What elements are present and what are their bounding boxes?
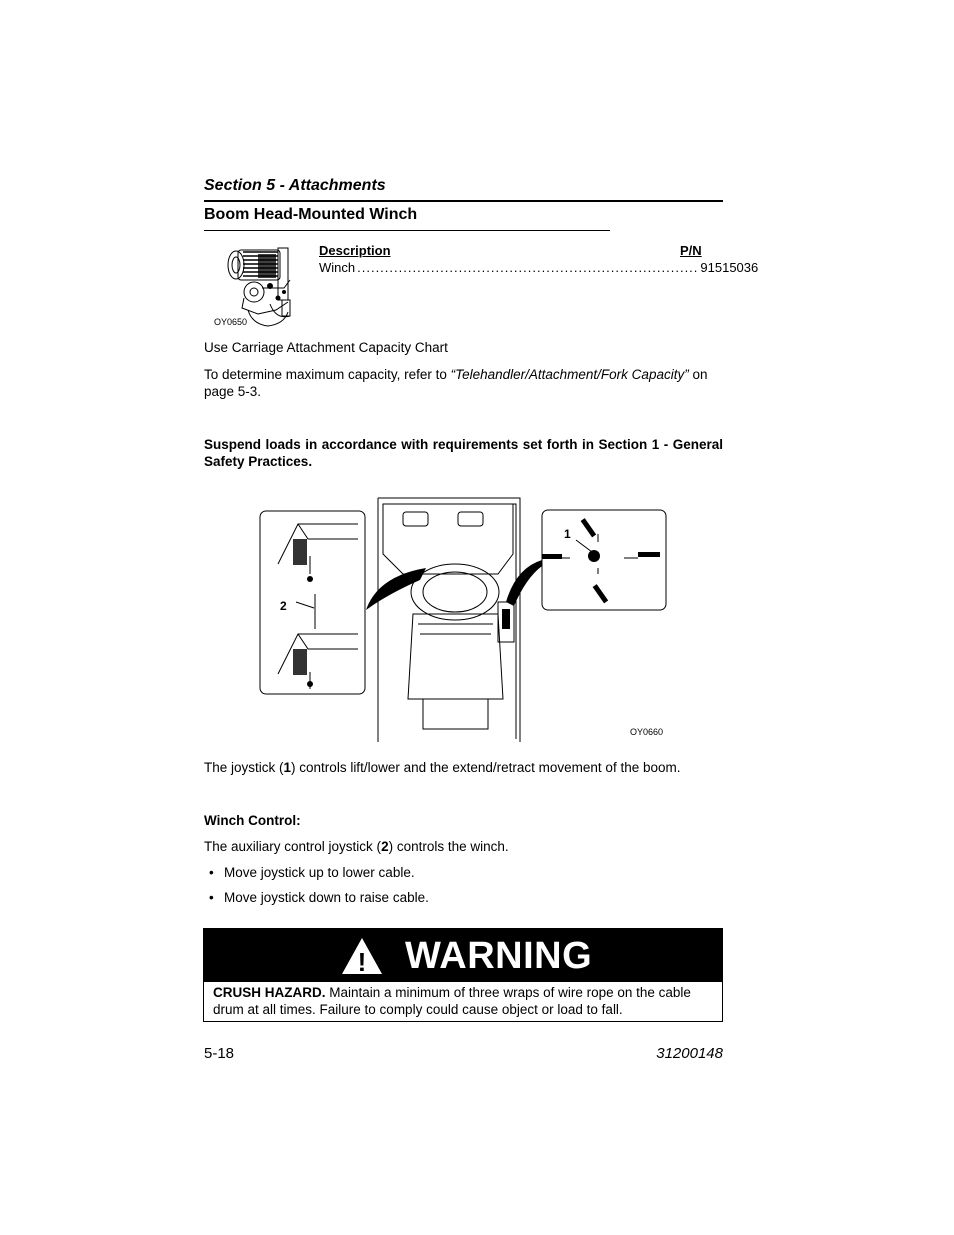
joystick-text-b: ) controls lift/lower and the extend/retract movement of the boom. [291,760,681,775]
aux-text-a: The auxiliary control joystick ( [204,839,382,854]
table-header-description: Description [319,243,391,258]
section-title: Section 5 - Attachments [204,177,386,194]
reference-page: on page 5-3. [204,367,708,399]
aux-joystick-description [204,838,509,855]
winch-figure-code: OY0650 [214,317,248,327]
warning-text: Maintain a minimum of three wraps of wire rope on the cable drum at all times. Failure to comply could cause object or load to fall. [213,985,691,1017]
aux-text-b: ) controls the winch. [388,839,509,854]
heading-rule [204,230,610,231]
list-item-text: Move joystick down to raise cable. [224,890,429,905]
capacity-reference [204,366,723,400]
reference-title: “Telehandler/Attachment/Fork Capacity” [450,367,689,382]
callout-2: 2 [280,599,287,613]
cab-controls-illustration [258,494,670,744]
reference-lead: To determine maximum capacity, refer to [204,367,451,382]
page-number: 5-18 [204,1045,235,1062]
bullet-mark: • [209,865,214,880]
bullet-mark: • [209,890,214,905]
warning-box [203,928,723,1022]
aux-callout-ref: 2 [381,839,389,854]
document-number: 31200148 [656,1045,723,1062]
table-row [319,260,759,275]
winch-control-heading: Winch Control: [204,813,301,828]
warning-mark: ! [357,947,367,977]
table-header-pn: P/N [680,243,702,258]
suspend-loads-note: Suspend loads in accordance with requirements set forth in Section 1 - General Safety Practices. [204,437,723,469]
capacity-chart-note: Use Carriage Attachment Capacity Chart [204,340,448,355]
joystick-callout-ref: 1 [283,760,292,775]
warning-header [204,929,722,982]
cab-figure-code: OY0660 [630,727,664,737]
joystick-text-a: The joystick ( [204,760,284,775]
list-item-text: Move joystick up to lower cable. [224,865,415,880]
winch-instructions-list [204,864,429,914]
warning-triangle-icon [340,936,384,976]
list-item [204,864,429,881]
row-description: Winch [319,260,356,275]
warning-hazard: CRUSH HAZARD. [213,985,326,1000]
callout-1: 1 [564,527,571,541]
joystick-description [204,759,680,776]
warning-label: WARNING [405,935,593,977]
warning-message [213,984,713,1018]
list-item [204,889,429,906]
section-rule [204,200,723,202]
winch-illustration [214,240,306,332]
row-leader: .......................................................................... [357,260,699,275]
row-pn: 91515036 [700,260,759,275]
page-heading: Boom Head-Mounted Winch [204,206,418,223]
